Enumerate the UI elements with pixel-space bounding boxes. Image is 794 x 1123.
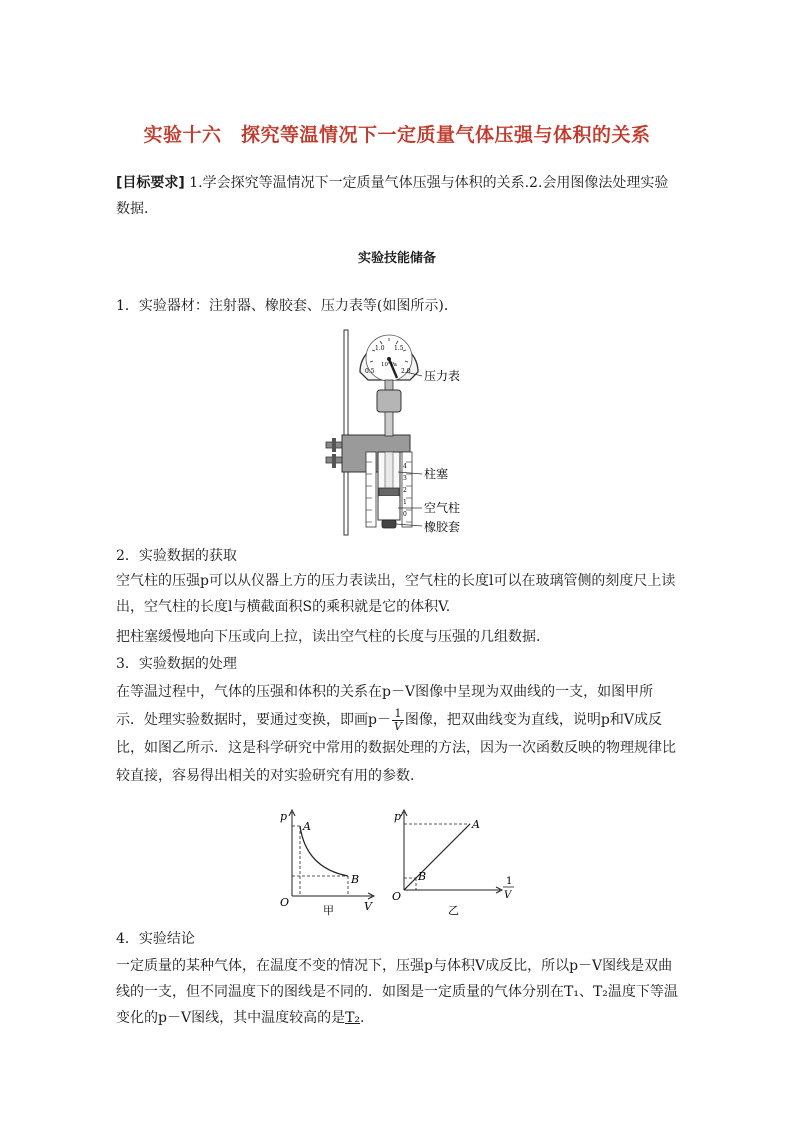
fraction-1-over-v [392,708,404,733]
section-2-paragraph-1: 空气柱的压强p可以从仪器上方的压力表读出，空气柱的长度l可以在玻璃管侧的刻度尺上读出，空气柱的长度l与横截面积S的乘积就是它的体积V. [116,573,676,615]
section-4-answer: T₂ [345,1010,361,1026]
graph-yi-axis-x-den: V [504,890,512,901]
goal-text: 1.学会探究等温情况下一定质量气体压强与体积的关系.2.会用图像法处理实验数据. [116,175,669,217]
section-2-heading: 2．实验数据的获取 [116,548,237,564]
section-2-paragraph-2: 把柱塞缓慢地向下压或向上拉，读出空气柱的长度与压强的几组数据． [116,629,550,645]
scale-mark-0: 0 [403,511,407,518]
gauge-unit: 10⁵Pa [381,362,397,368]
section-3-text-a: 在等温过程中，气体的压强和体积的关系在p－V图像中呈现为双曲线的一支，如图甲所示．处理实验数据时，要通过变换，即画p－ [116,684,654,728]
fraction-denominator: V [393,719,402,733]
section-1-heading: 1．实验器材：注射器、橡胶套、压力表等(如图所示)． [116,298,458,314]
section-3-heading: 3．实验数据的处理 [116,656,237,672]
graph-jia [268,806,388,916]
scale-mark-1: 1 [403,499,407,506]
label-rubber-cap: 橡胶套 [424,520,461,534]
scale-mark-3: 3 [403,475,407,482]
page-title: 实验十六 探究等温情况下一定质量气体压强与体积的关系 [143,124,651,146]
section-3-text-b: 图像，把双曲线变为直线，说明p和V成反比，如图乙所示．这是科学研究中常用的数据处理的方法，因为一次函数反映的物理规律比较直接，容易得出相关的对实验研究有用的参数． [116,712,676,784]
section-4-text: 一定质量的某种气体，在温度不变的情况下，压强p与体积V成反比，所以p－V图线是双曲线的一支，但不同温度下的图线是不同的．如图是一定质量的气体分别在T₁、T₂温度下等温变化的p－V图线，其中温度较高的是 [116,958,678,1026]
graph-jia-point-b: B [351,873,360,886]
pressure-gauge [360,335,418,381]
graph-yi-axis-x-num: 1 [506,876,513,887]
graph-jia-axis-x: V [364,900,372,913]
gauge-mark-1.0: 1.0 [375,345,385,352]
label-air-column: 空气柱 [424,501,461,515]
apparatus-figure [0,322,794,542]
label-plunger: 柱塞 [424,467,449,481]
fraction-numerator: 1 [392,708,404,721]
goal-label: [目标要求] [116,175,185,191]
graph-jia-caption: 甲 [323,904,334,916]
graph-jia-axis-y: p [280,810,288,823]
section-4-end: . [360,1010,365,1026]
section-title: 实验技能储备 [357,251,436,266]
scale-mark-4: 4 [403,463,407,470]
graph-jia-point-a: A [303,820,311,833]
graph-yi-caption: 乙 [448,904,459,917]
section-3-paragraph [116,678,678,790]
gauge-mark-0.5: 0.5 [365,368,375,375]
gauge-mark-1.5: 1.5 [394,345,404,352]
goal-paragraph [116,170,678,222]
graph-yi [390,806,530,920]
graph-yi-point-a: A [472,818,480,831]
graph-yi-origin: O [392,890,402,903]
graph-yi-axis-y: p [394,810,402,823]
graph-yi-point-b: B [418,870,427,883]
section-4-heading: 4．实验结论 [116,931,195,947]
scale-mark-2: 2 [403,487,407,494]
label-gauge: 压力表 [424,369,461,383]
gauge-mark-2.0: 2.0 [401,368,411,375]
graph-jia-origin: O [280,896,290,909]
section-4-paragraph [116,953,678,1031]
